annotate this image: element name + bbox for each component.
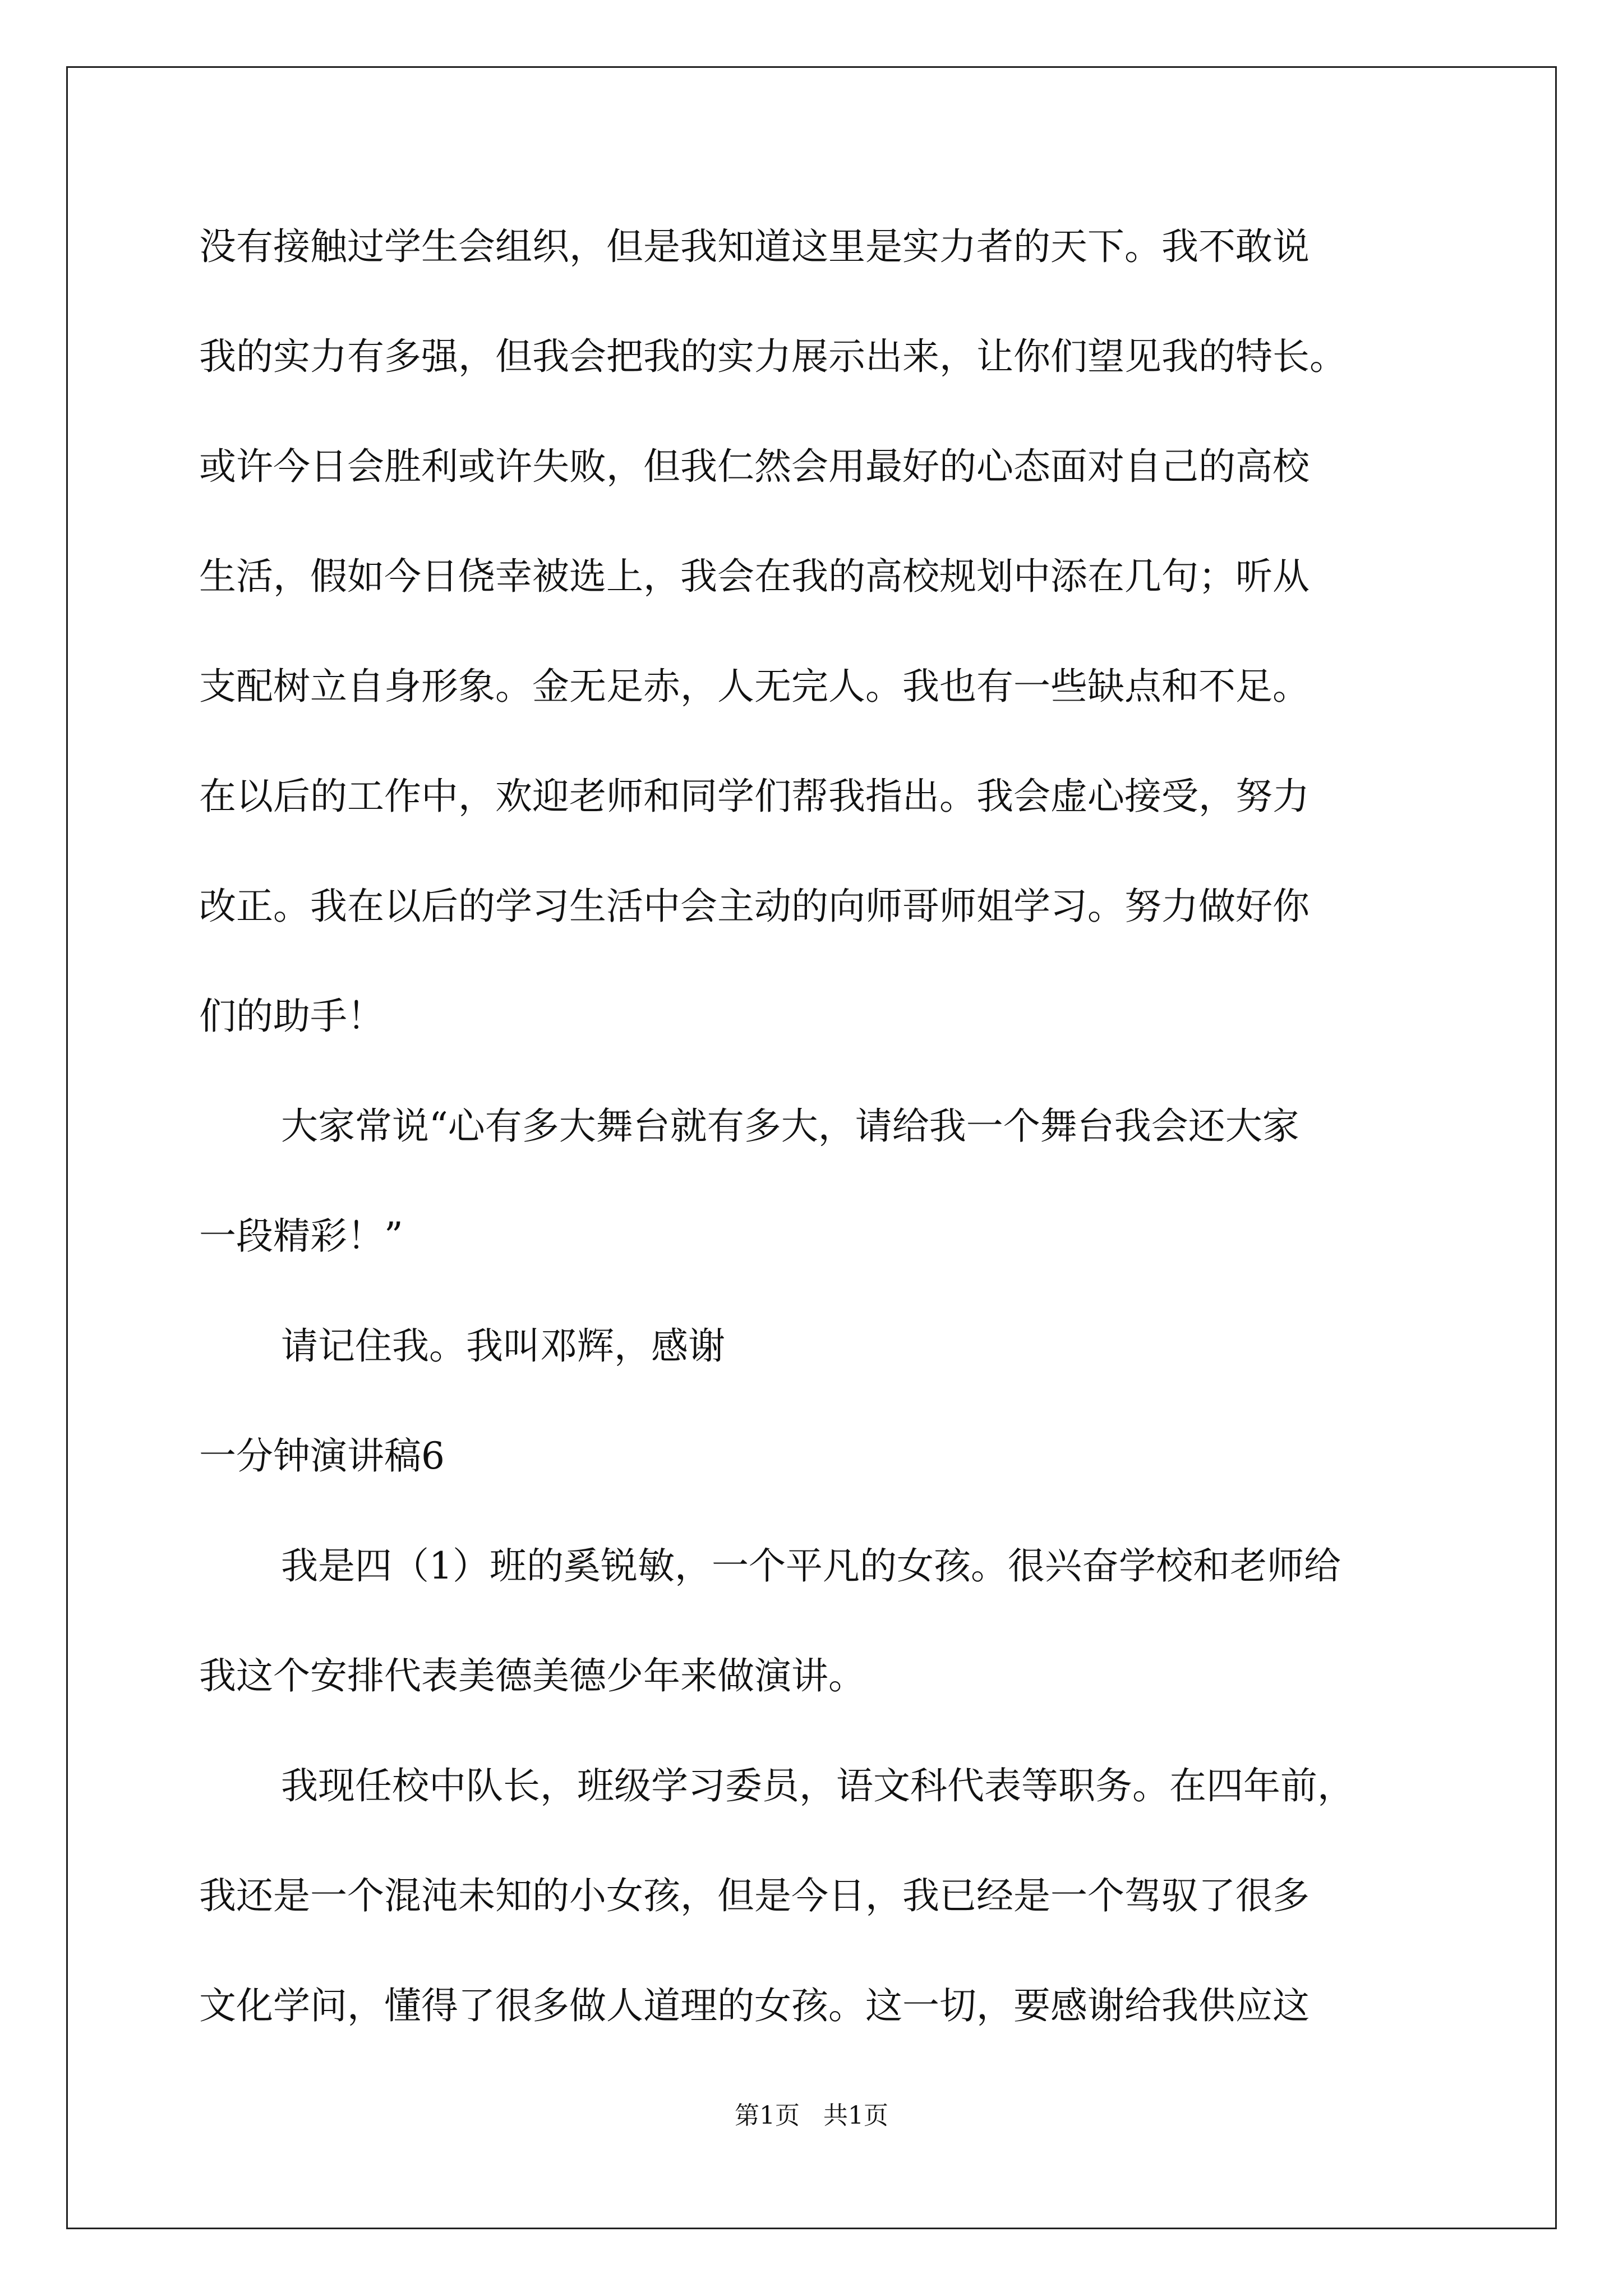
- text-line: 我现任校中队长，班级学习委员，语文科代表等职务。在四年前，: [281, 1764, 1354, 1807]
- text-line: 请记住我。我叫邓辉，感谢: [281, 1324, 725, 1368]
- text-line: 在以后的工作中，欢迎老师和同学们帮我指出。我会虚心接受，努力: [199, 775, 1310, 818]
- text-line: 生活，假如今日侥幸被选上，我会在我的高校规划中添在几句；听从: [199, 555, 1310, 598]
- text-line: 们的助手！: [199, 995, 384, 1038]
- text-line: 我是四（1）班的奚锐敏，一个平凡的女孩。很兴奋学校和老师给: [281, 1544, 1341, 1588]
- text-line: 大家常说“心有多大舞台就有多大，请给我一个舞台我会还大家: [281, 1105, 1299, 1148]
- document-body: [199, 215, 1433, 2085]
- text-line: 一段精彩！”: [199, 1214, 403, 1258]
- text-line: 我这个安排代表美德美德少年来做演讲。: [199, 1654, 865, 1697]
- text-line: 我的实力有多强，但我会把我的实力展示出来，让你们望见我的特长。: [199, 335, 1347, 378]
- text-line: 我还是一个混沌未知的小女孩，但是今日，我已经是一个驾驭了很多: [199, 1874, 1310, 1917]
- text-line: 没有接触过学生会组织，但是我知道这里是实力者的天下。我不敢说: [199, 225, 1310, 268]
- text-line: 或许今日会胜利或许失败，但我仁然会用最好的心态面对自己的高校: [199, 445, 1310, 488]
- text-line: 文化学问，懂得了很多做人道理的女孩。这一切，要感谢给我供应这: [199, 1984, 1310, 2027]
- page-footer: 第1页 共1页: [735, 2101, 888, 2130]
- section-heading: 一分钟演讲稿6: [199, 1434, 445, 1478]
- text-line: 支配树立自身形象。金无足赤，人无完人。我也有一些缺点和不足。: [199, 665, 1310, 708]
- text-line: 改正。我在以后的学习生活中会主动的向师哥师姐学习。努力做好你: [199, 885, 1310, 928]
